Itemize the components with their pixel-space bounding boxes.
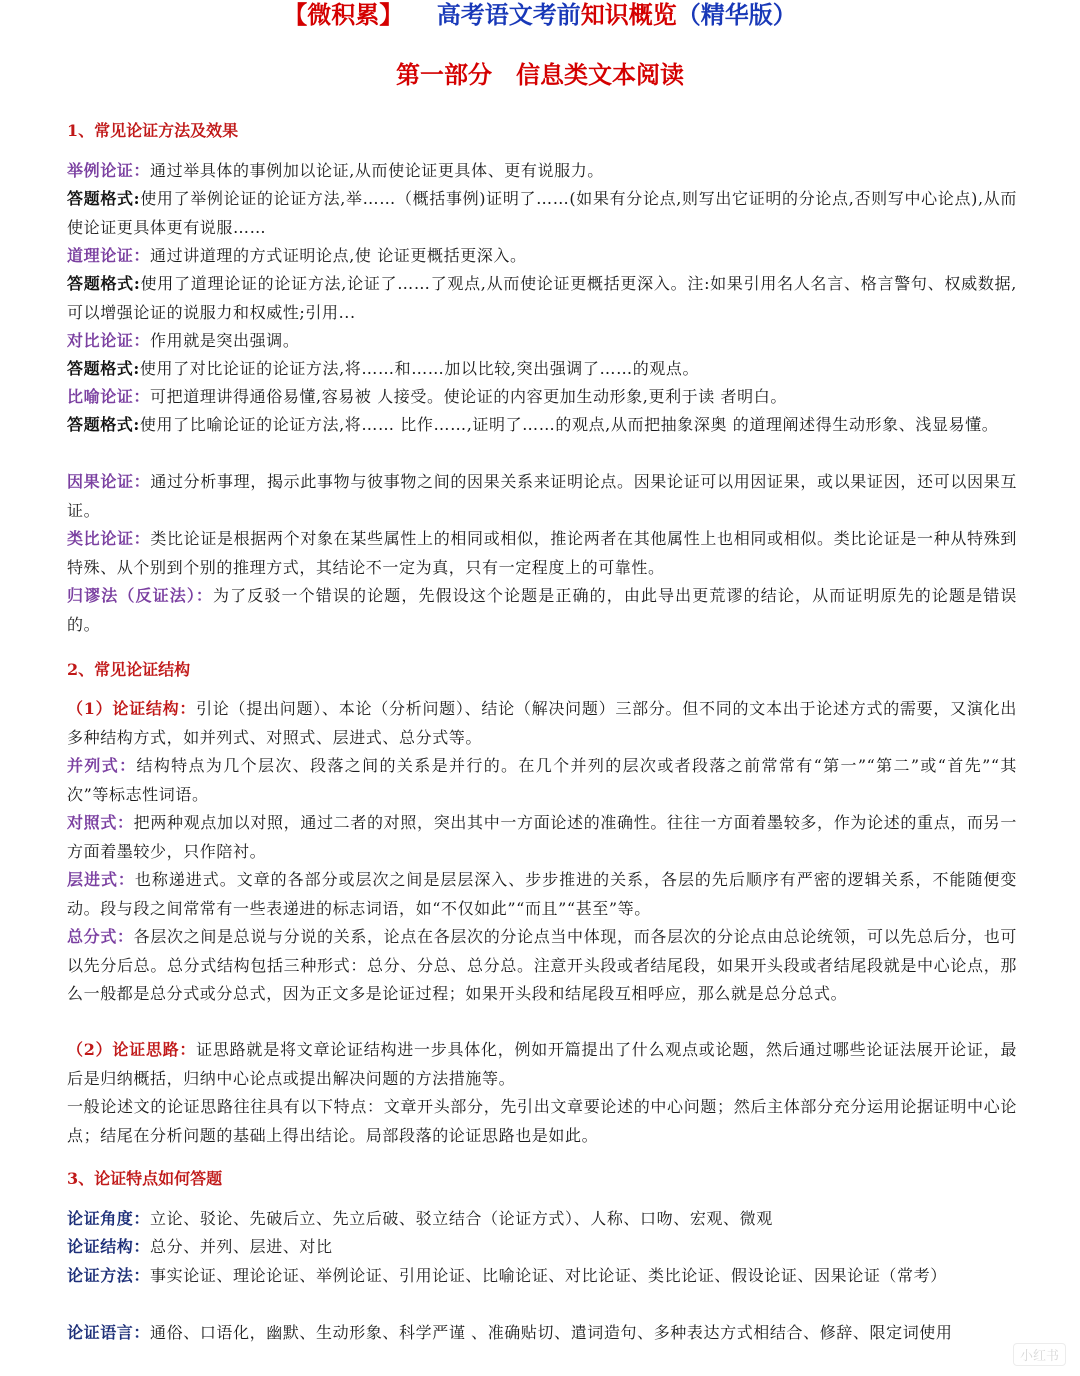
s1-item-metaphor: 比喻论证：可把道理讲得通俗易懂,容易被 人接受。使论证的内容更加生动形象,更利于读 者明白。 — [67, 387, 787, 406]
s1-item-analogy: 类比论证：类比论证是根据两个对象在某些属性上的相同或相似，推论两者在其他属性上也相同或相似。类比论证是一种从特殊到特殊、从个别到个别的推理方式，其结论不一定为真，只有一定程度上的可靠性。 — [67, 529, 1017, 577]
s3-item-language: 论证语言：通俗、口语化，幽默、生动形象、科学严谨 、准确贴切、遣词造句、多种表达方式相结合、修辞、限定词使用 — [67, 1323, 953, 1342]
s2-item-parallel: 并列式：结构特点为几个层次、段落之间的关系是并行的。在几个并列的层次或者段落之前常常有“第一”“第二”或“首先”“其次”等标志性词语。 — [67, 756, 1017, 804]
s2-item-summary: 一般论述文的论证思路往往具有以下特点：文章开头部分，先引出文章要论述的中心问题；然后主体部分充分运用论据证明中心论点；结尾在分析问题的基础上得出结论。局部段落的论证思路也是如此。 — [67, 1097, 1017, 1145]
section3-heading: 3、论证特点如何答题 — [67, 1169, 223, 1188]
s3-item-method: 论证方法：事实论证、理论论证、举例论证、引用论证、比喻论证、对比论证、类比论证、假设论证、因果论证（常考） — [67, 1266, 947, 1285]
part-title: 第一部分 信息类文本阅读 — [396, 61, 684, 89]
title-highlight: 知识概览 — [580, 1, 677, 29]
s1-item-format-4: 答题格式:使用了比喻论证的论证方法,将…… 比作……,证明了……的观点,从而把抽象深奥 的道理阐述得生动形象、浅显易懂。 — [67, 415, 999, 434]
s1-item-example: 举例论证：通过举具体的事例加以论证,从而使论证更具体、更有说服力。 — [67, 161, 604, 180]
s1-item-format-3: 答题格式:使用了对比论证的论证方法,将……和……加以比较,突出强调了……的观点。 — [67, 359, 700, 378]
s2-item-contrast: 对照式：把两种观点加以对照，通过二者的对照，突出其中一方面论述的准确性。往往一方面着墨较多，作为论述的重点，而另一方面着墨较少，只作陪衬。 — [67, 813, 1017, 861]
s1-item-reason: 道理论证：通过讲道理的方式证明论点,使 论证更概括更深入。 — [67, 246, 527, 265]
s2-item-reasoning: （2）论证思路：证思路就是将文章论证结构进一步具体化，例如开篇提出了什么观点或论题，然后通过哪些论证法展开论证，最后是归纳概括，归纳中心论点或提出解决问题的方法措施等。 — [67, 1040, 1017, 1088]
s1-item-cause: 因果论证：通过分析事理，揭示此事物与彼事物之间的因果关系来证明论点。因果论证可以用因证果，或以果证因，还可以因果互证。 — [67, 472, 1017, 520]
section1-heading: 1、常见论证方法及效果 — [67, 121, 239, 140]
section2-heading: 2、常见论证结构 — [67, 660, 191, 679]
title-bracket-tag: 【微积累】 — [283, 1, 404, 29]
document-title — [0, 0, 1080, 30]
s1-item-contrast: 对比论证：作用就是突出强调。 — [67, 331, 300, 350]
title-part2: （精华版） — [676, 1, 797, 29]
s3-item-angle: 论证角度：立论、驳论、先破后立、先立后破、驳立结合（论证方式）、人称、口吻、宏观、微观 — [67, 1209, 773, 1228]
s2-item-progressive: 层进式：也称递进式。文章的各部分或层次之间是层层深入、步步推进的关系，各层的先后顺序有严密的逻辑关系，不能随便变动。段与段之间常常有一些表递进的标志词语，如“不仅如此”“而且”“甚至”等。 — [67, 870, 1017, 918]
watermark: 小红书 — [1013, 1343, 1066, 1366]
s1-item-format-2: 答题格式:使用了道理论证的论证方法,论证了……了观点,从而使论证更概括更深入。注:如果引用名人名言、格言警句、权威数据, 可以增强论证的说服力和权威性;引用... — [67, 274, 1017, 322]
s2-item-structure: （1）论证结构：引论（提出问题）、本论（分析问题）、结论（解决问题）三部分。但不同的文本出于论述方式的需要，又演化出多种结构方式，如并列式、对照式、层进式、总分式等。 — [67, 699, 1017, 747]
title-part1: 高考语文考前 — [436, 1, 581, 29]
s2-item-general-specific: 总分式：各层次之间是总说与分说的关系，论点在各层次的分论点当中体现，而各层次的分论点由总论统领，可以先总后分，也可以先分后总。总分式结构包括三种形式：总分、分总、总分总。注意开头段或者结尾段，如果开头段或者结尾段就是中心论点，那么一般都是总分式或分总式，因为正文多是论证过程；如果开头段和结尾段互相呼应，那么就是总分总式。 — [67, 927, 1017, 1003]
s1-item-format-1: 答题格式:使用了举例论证的论证方法,举……（概括事例)证明了……(如果有分论点,则写出它证明的分论点,否则写中心论点),从而使论证更具体更有说服…… — [67, 189, 1017, 237]
s3-item-structure: 论证结构：总分、并列、层进、对比 — [67, 1237, 333, 1256]
s1-item-reductio: 归谬法（反证法）：为了反驳一个错误的论题，先假设这个论题是正确的，由此导出更荒谬的结论，从而证明原先的论题是错误的。 — [67, 586, 1017, 634]
